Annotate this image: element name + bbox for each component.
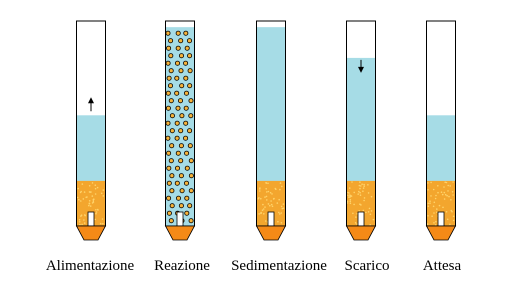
sludge-speck (350, 203, 352, 205)
air-bubble (167, 151, 171, 155)
sludge-speck (85, 197, 87, 199)
sludge-speck (368, 192, 370, 194)
sludge-speck (373, 219, 375, 221)
sludge-speck (361, 183, 363, 185)
sludge-speck (363, 184, 365, 186)
sludge-speck (264, 196, 266, 198)
sludge-speck (96, 211, 98, 213)
air-bubble (188, 144, 192, 148)
sludge-speck (362, 190, 364, 192)
sludge-speck (267, 183, 269, 185)
tank-cone (427, 226, 456, 240)
sludge-speck (271, 204, 273, 206)
sludge-speck (452, 191, 454, 193)
sludge-speck (258, 213, 260, 215)
sludge-speck (350, 195, 352, 197)
sludge-speck (447, 190, 449, 192)
sludge-speck (268, 203, 270, 205)
tank-cone (166, 226, 195, 240)
stage-label-reazione: Reazione (154, 258, 210, 274)
sludge-speck (433, 212, 435, 214)
sludge-speck (258, 198, 260, 200)
fill-arrow-head (88, 97, 94, 103)
air-bubble (180, 189, 184, 193)
sludge-speck (271, 193, 273, 195)
sludge-speck (367, 184, 369, 186)
sludge-speck (89, 191, 91, 193)
sludge-speck (358, 210, 360, 212)
sludge-speck (435, 198, 437, 200)
sludge-speck (103, 189, 105, 191)
sludge-speck (262, 204, 264, 206)
sludge-speck (441, 191, 443, 193)
air-bubble (167, 46, 171, 50)
air-bubble (167, 211, 171, 215)
sludge-speck (427, 182, 429, 184)
sludge-speck (371, 210, 373, 212)
sludge-speck (263, 208, 265, 210)
air-bubble (189, 174, 193, 178)
air-bubble (176, 106, 180, 110)
sludge-speck (356, 223, 358, 225)
sludge-speck (369, 224, 371, 226)
air-bubble (179, 69, 183, 73)
sludge-speck (97, 209, 99, 211)
sludge-speck (281, 222, 283, 224)
sludge-speck (280, 182, 282, 184)
air-bubble (189, 189, 193, 193)
air-bubble (185, 196, 189, 200)
sludge-speck (359, 181, 361, 183)
air-bubble (169, 219, 173, 223)
sludge-speck (88, 205, 90, 207)
sludge-speck (100, 223, 102, 225)
sludge-speck (264, 206, 266, 208)
air-bubble (166, 121, 170, 125)
sludge-speck (277, 221, 279, 223)
sludge-speck (447, 185, 449, 187)
sludge-speck (89, 200, 91, 202)
air-bubble (167, 76, 171, 80)
air-bubble (179, 204, 183, 208)
sludge-speck (273, 198, 275, 200)
air-bubble (175, 91, 179, 95)
sludge-speck (262, 209, 264, 211)
sludge-speck (435, 195, 437, 197)
sludge-speck (89, 185, 91, 187)
sludge-speck (92, 182, 94, 184)
sludge-speck (445, 194, 447, 196)
sludge-speck (446, 195, 448, 197)
sludge-speck (435, 224, 437, 226)
sludge-speck (451, 210, 453, 212)
sludge-speck (433, 222, 435, 224)
sludge-speck (90, 205, 92, 207)
sludge-speck (82, 183, 84, 185)
sludge-speck (437, 192, 439, 194)
sludge-speck (92, 195, 94, 197)
sludge-speck (428, 205, 430, 207)
sludge-speck (95, 188, 97, 190)
air-bubble (170, 189, 174, 193)
sludge-speck (430, 195, 432, 197)
sludge-speck (439, 205, 441, 207)
sludge-speck (84, 214, 86, 216)
sludge-speck (80, 191, 82, 193)
sludge-speck (428, 203, 430, 205)
sludge-speck (357, 193, 359, 195)
air-bubble (188, 84, 192, 88)
sludge-speck (279, 213, 281, 215)
sludge-speck (78, 199, 80, 201)
sludge-speck (351, 181, 353, 183)
sludge-speck (270, 192, 272, 194)
sludge-speck (283, 203, 285, 205)
air-bubble (185, 151, 189, 155)
air-bubble (178, 99, 182, 103)
air-bubble (170, 144, 174, 148)
air-bubble (179, 39, 183, 43)
sludge-speck (365, 212, 367, 214)
sludge-speck (429, 200, 431, 202)
stage-label-scarico: Scarico (344, 258, 390, 274)
sludge-speck (279, 189, 281, 191)
sludge-speck (363, 200, 365, 202)
sludge-speck (449, 185, 451, 187)
air-bubble (169, 99, 173, 103)
sludge-speck (259, 187, 261, 189)
sludge-speck (266, 182, 268, 184)
sludge-speck (281, 212, 283, 214)
outlet-pipe (268, 212, 274, 226)
tank-cone (347, 226, 376, 240)
air-bubble (175, 181, 179, 185)
sludge-speck (93, 198, 95, 200)
air-bubble (166, 31, 170, 35)
tank-1 (77, 21, 106, 240)
air-bubble (175, 136, 179, 140)
sludge-speck (429, 202, 431, 204)
air-bubble (176, 31, 180, 35)
air-bubble (176, 151, 180, 155)
air-bubble (176, 196, 180, 200)
air-bubble (184, 121, 188, 125)
sludge-speck (369, 208, 371, 210)
air-bubble (176, 46, 180, 50)
sludge-speck (355, 216, 357, 218)
air-bubble (167, 196, 171, 200)
air-bubble (179, 129, 183, 133)
air-bubble (175, 166, 179, 170)
sludge-speck (431, 215, 433, 217)
air-bubble (188, 54, 192, 58)
sludge-speck (266, 199, 268, 201)
sludge-speck (260, 198, 262, 200)
outlet-pipe (177, 212, 183, 226)
sludge-speck (447, 219, 449, 221)
sludge-speck (352, 213, 354, 215)
sludge-speck (102, 223, 104, 225)
sludge-speck (349, 187, 351, 189)
sludge-speck (95, 209, 97, 211)
sludge-speck (442, 207, 444, 209)
sludge-speck (281, 206, 283, 208)
sludge-speck (347, 195, 349, 197)
sludge-speck (433, 206, 435, 208)
sludge-speck (103, 195, 105, 197)
sludge-speck (444, 192, 446, 194)
outlet-pipe (88, 212, 94, 226)
sludge-speck (436, 208, 438, 210)
sludge-speck (452, 181, 454, 183)
air-bubble (170, 129, 174, 133)
sludge-speck (435, 221, 437, 223)
sludge-speck (83, 198, 85, 200)
air-bubble (179, 174, 183, 178)
air-bubble (184, 106, 188, 110)
air-bubble (180, 84, 184, 88)
air-bubble (185, 211, 189, 215)
sludge-speck (84, 191, 86, 193)
sludge-speck (260, 212, 262, 214)
air-bubble (179, 159, 183, 163)
stage-label-alimentazione: Alimentazione (45, 258, 135, 274)
sludge-speck (268, 191, 270, 193)
air-bubble (166, 106, 170, 110)
air-bubble (169, 39, 173, 43)
sludge-speck (427, 215, 429, 217)
sludge-speck (84, 222, 86, 224)
sludge-speck (448, 196, 450, 198)
air-bubble (175, 76, 179, 80)
air-bubble (180, 114, 184, 118)
sludge-speck (95, 219, 97, 221)
sludge-speck (281, 186, 283, 188)
sludge-speck (95, 184, 97, 186)
air-bubble (167, 181, 171, 185)
air-bubble (184, 31, 188, 35)
air-bubble (166, 91, 170, 95)
sludge-speck (446, 211, 448, 213)
sludge-speck (370, 214, 372, 216)
tank-3 (257, 21, 286, 240)
sludge-speck (436, 211, 438, 213)
sludge-speck (350, 199, 352, 201)
sludge-speck (360, 194, 362, 196)
air-bubble (170, 174, 174, 178)
air-bubble (188, 204, 192, 208)
sludge-speck (259, 190, 261, 192)
sludge-speck (275, 188, 277, 190)
sludge-speck (450, 199, 452, 201)
sludge-speck (427, 189, 429, 191)
sludge-speck (443, 186, 445, 188)
sludge-speck (83, 219, 85, 221)
sludge-speck (102, 218, 104, 220)
sludge-speck (81, 224, 83, 226)
tank-cone (77, 226, 106, 240)
sludge-speck (353, 192, 355, 194)
air-bubble (184, 181, 188, 185)
sludge-speck (452, 194, 454, 196)
air-bubble (184, 61, 188, 65)
sludge-speck (277, 202, 279, 204)
air-bubble (185, 166, 189, 170)
sludge-speck (283, 207, 285, 209)
air-bubble (175, 121, 179, 125)
sludge-speck (371, 196, 373, 198)
sludge-speck (79, 221, 81, 223)
sludge-speck (446, 182, 448, 184)
sludge-speck (93, 201, 95, 203)
sludge-speck (95, 193, 97, 195)
sludge-speck (360, 185, 362, 187)
sludge-speck (97, 187, 99, 189)
air-bubble (169, 69, 173, 73)
sludge-speck (270, 200, 272, 202)
air-bubble (189, 99, 193, 103)
sludge-speck (449, 224, 451, 226)
sludge-speck (350, 201, 352, 203)
air-bubble (179, 54, 183, 58)
air-bubble (175, 61, 179, 65)
sludge-speck (353, 204, 355, 206)
outlet-pipe (358, 212, 364, 226)
sludge-speck (437, 185, 439, 187)
sludge-speck (101, 193, 103, 195)
sludge-speck (80, 215, 82, 217)
sludge-speck (77, 188, 79, 190)
air-bubble (189, 114, 193, 118)
sludge-speck (427, 223, 429, 225)
tank-5 (427, 21, 456, 240)
sludge-speck (263, 213, 265, 215)
air-bubble (167, 166, 171, 170)
tank-4 (347, 21, 376, 240)
air-bubble (189, 159, 193, 163)
air-bubble (169, 54, 173, 58)
sludge-speck (363, 210, 365, 212)
sludge-speck (363, 187, 365, 189)
air-bubble (166, 61, 170, 65)
air-bubble (188, 69, 192, 73)
stage-label-sedimentazione: Sedimentazione (231, 258, 327, 274)
sludge-speck (453, 216, 455, 218)
sludge-speck (77, 197, 79, 199)
outlet-pipe (438, 212, 444, 226)
sludge-speck (269, 205, 271, 207)
stage-label-attesa: Attesa (422, 258, 462, 274)
sludge-speck (265, 220, 267, 222)
sludge-speck (272, 206, 274, 208)
sludge-speck (434, 202, 436, 204)
air-bubble (189, 219, 193, 223)
sludge-speck (89, 203, 91, 205)
air-bubble (170, 204, 174, 208)
sludge-speck (453, 220, 455, 222)
sludge-speck (348, 192, 350, 194)
air-bubble (184, 76, 188, 80)
sludge-speck (265, 188, 267, 190)
air-bubble (184, 136, 188, 140)
air-bubble (170, 114, 174, 118)
sludge-speck (358, 191, 360, 193)
sludge-speck (278, 212, 280, 214)
sludge-speck (355, 222, 357, 224)
air-bubble (184, 91, 188, 95)
sludge-speck (278, 199, 280, 201)
air-bubble (169, 159, 173, 163)
sludge-speck (442, 194, 444, 196)
air-bubble (168, 84, 172, 88)
sludge-speck (359, 203, 361, 205)
sludge-speck (359, 185, 361, 187)
sludge-speck (430, 182, 432, 184)
tank-2 (166, 21, 195, 240)
air-bubble (166, 136, 170, 140)
air-bubble (188, 129, 192, 133)
sludge-speck (433, 189, 435, 191)
sludge-speck (368, 211, 370, 213)
sludge-speck (363, 185, 365, 187)
sludge-speck (359, 192, 361, 194)
air-bubble (185, 46, 189, 50)
tank-cone (257, 226, 286, 240)
sludge-speck (79, 219, 81, 221)
sludge-speck (266, 196, 268, 198)
sludge-speck (79, 224, 81, 226)
air-bubble (179, 144, 183, 148)
sludge-speck (95, 213, 97, 215)
sludge-speck (364, 197, 366, 199)
sludge-speck (444, 198, 446, 200)
air-bubble (187, 39, 191, 43)
sludge-speck (359, 188, 361, 190)
sludge-speck (80, 200, 82, 202)
sludge-speck (266, 191, 268, 193)
